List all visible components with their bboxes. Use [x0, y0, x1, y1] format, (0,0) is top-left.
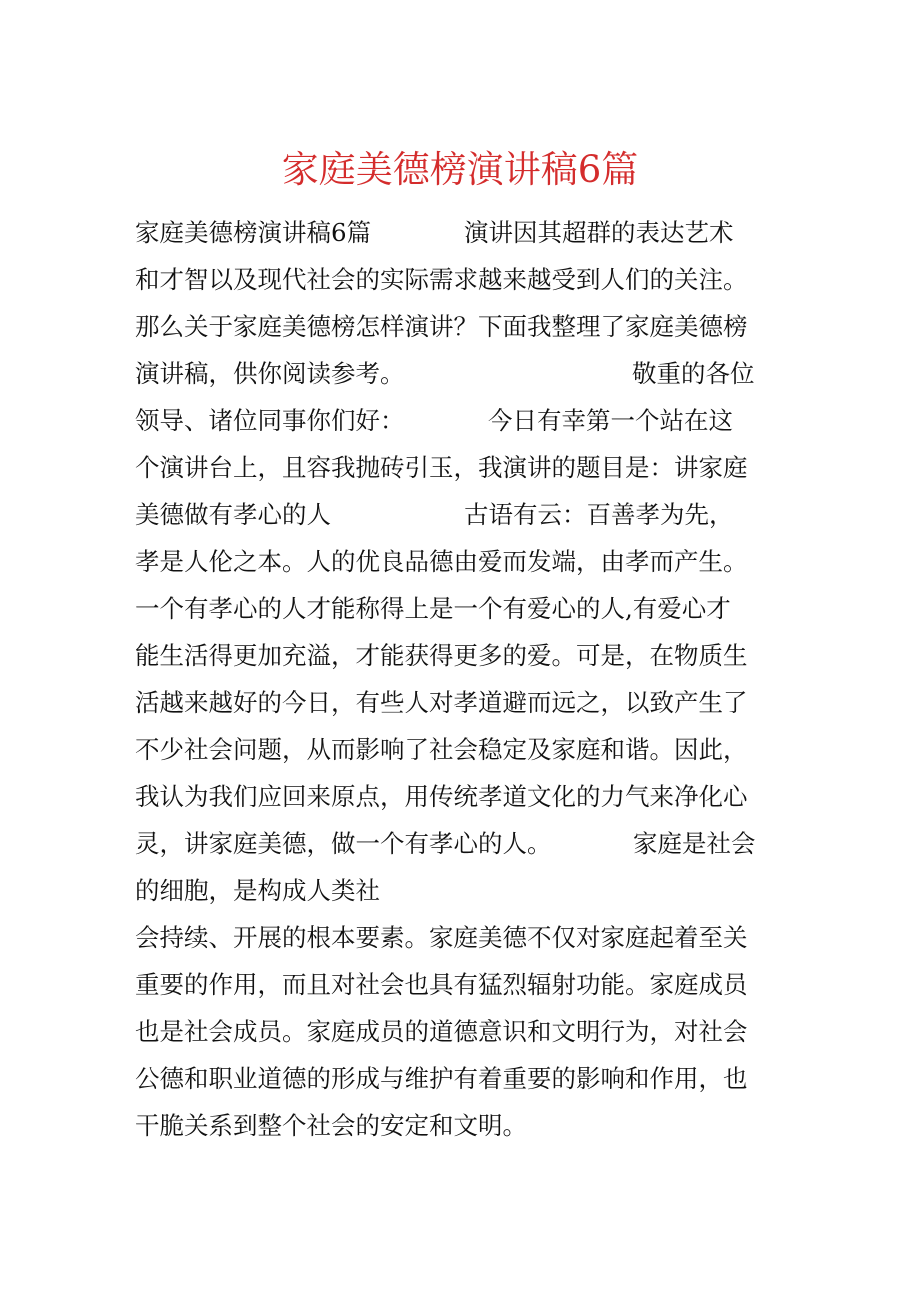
body-text: 今日有幸第一个站在这: [488, 406, 733, 435]
body-text: 敬重的各位: [632, 359, 755, 388]
body-text: 干脆关系到整个社会的安定和文明。: [135, 1111, 527, 1140]
body-text: 孝是人伦之本。人的优良品德由爱而发端，由孝而产生。: [135, 547, 748, 576]
body-text: 家庭美德榜演讲稿6篇: [135, 218, 372, 247]
body-text: 演讲稿，供你阅读参考。: [135, 359, 405, 388]
body-text: 能生活得更加充溢，才能获得更多的爱。可是，在物质生: [135, 641, 748, 670]
body-text: 演讲因其超群的表达艺术: [464, 218, 734, 247]
body-text: 和才智以及现代社会的实际需求越来越受到人们的关注。: [135, 265, 748, 294]
document-title: 家庭美德榜演讲稿6篇: [281, 148, 639, 191]
body-text: 会持续、开展的根本要素。家庭美德不仅对家庭起着至关: [135, 923, 748, 952]
body-text: 领导、诸位同事你们好：: [135, 406, 405, 435]
body-text: 家庭是社会: [633, 829, 756, 858]
body-text: 公德和职业道德的形成与维护有着重要的影响和作用，也: [135, 1064, 748, 1093]
body-text: 也是社会成员。家庭成员的道德意识和文明行为，对社会: [135, 1017, 748, 1046]
body-text: 不少社会问题，从而影响了社会稳定及家庭和谐。因此，: [135, 735, 748, 764]
body-text: 灵，讲家庭美德，做一个有孝心的人。: [135, 829, 552, 858]
body-text: 古语有云：百善孝为先，: [464, 500, 734, 529]
body-text: 重要的作用，而且对社会也具有猛烈辐射功能。家庭成员: [135, 970, 748, 999]
body-text: 个演讲台上，且容我抛砖引玉，我演讲的题目是：讲家庭: [135, 453, 748, 482]
body-text: 一个有孝心的人才能称得上是一个有爱心的人,有爱心才: [135, 594, 731, 623]
body-text: 活越来越好的今日，有些人对孝道避而远之，以致产生了: [135, 688, 748, 717]
body-text: 美德做有孝心的人: [135, 500, 331, 529]
body-text: 那么关于家庭美德榜怎样演讲？下面我整理了家庭美德榜: [135, 312, 748, 341]
body-text: 的细胞，是构成人类社: [135, 876, 380, 905]
body-text: 我认为我们应回来原点，用传统孝道文化的力气来净化心: [135, 782, 748, 811]
